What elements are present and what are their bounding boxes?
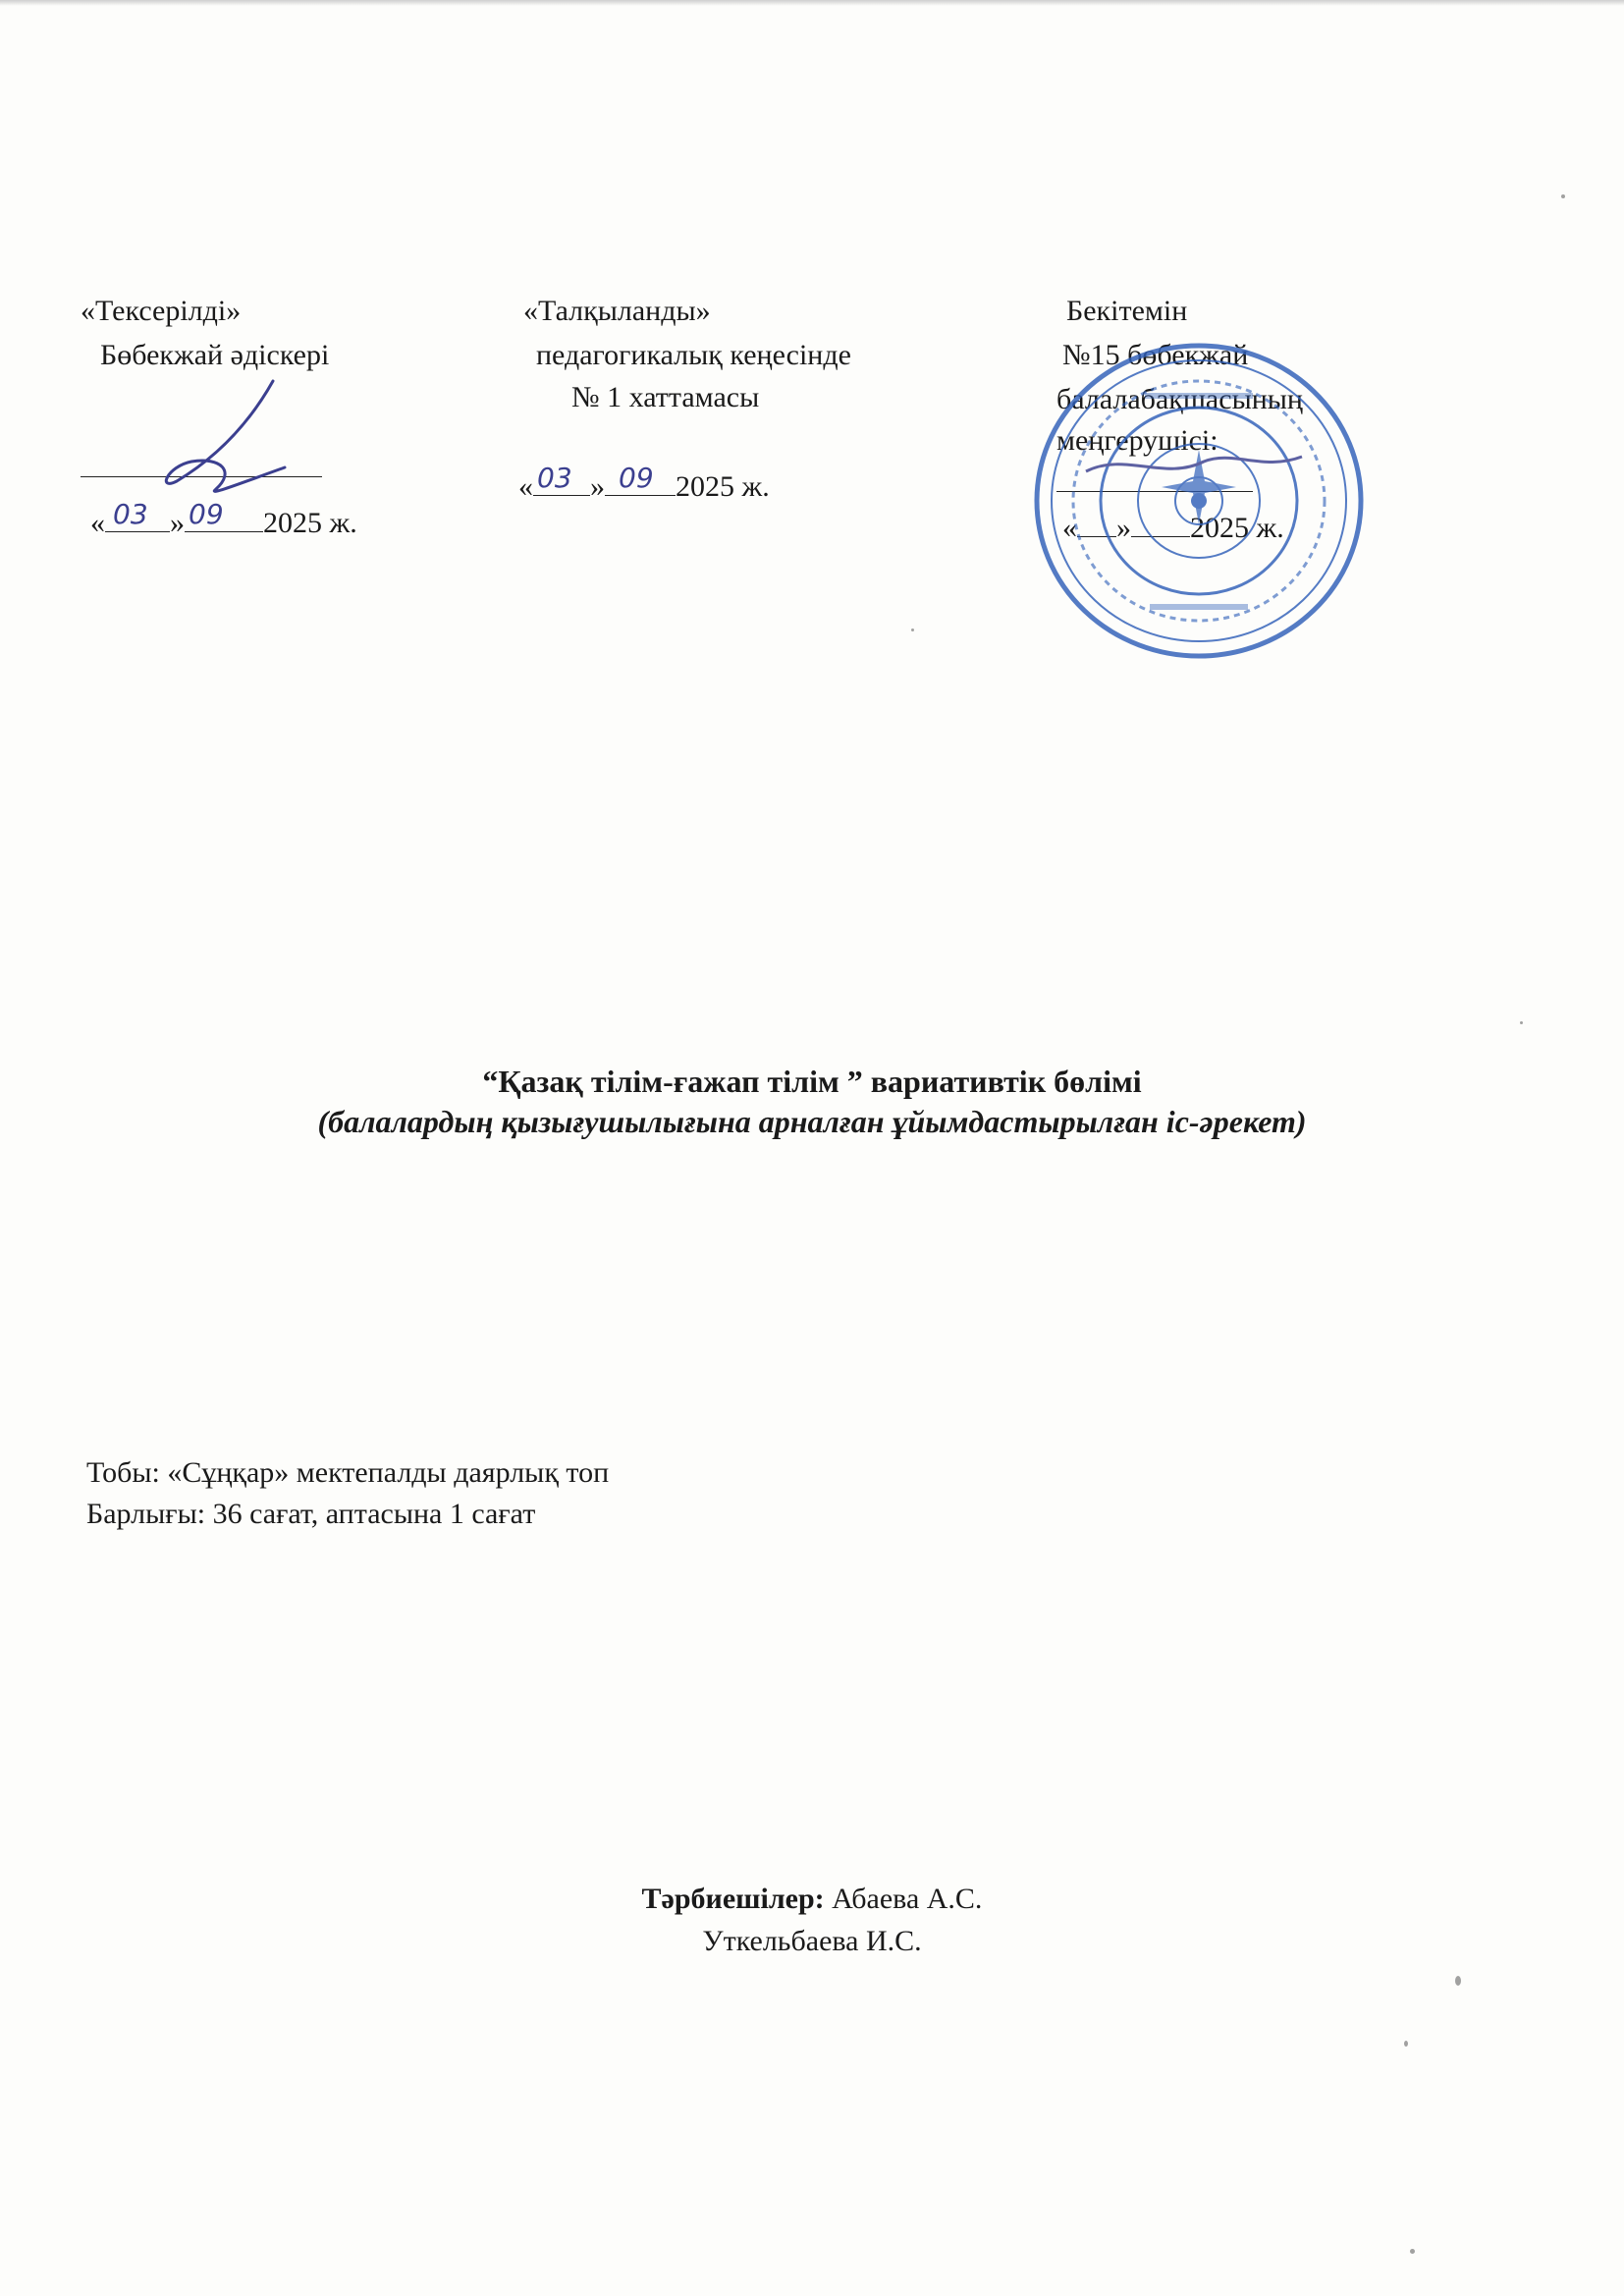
right-date-year: 2025 ж.	[1190, 512, 1284, 544]
center-heading: «Талқыланды»	[523, 295, 711, 327]
right-date-open: «	[1062, 512, 1077, 544]
left-date	[90, 498, 357, 540]
left-date-month: 09	[189, 498, 224, 530]
speck	[1520, 1021, 1523, 1024]
speck	[1410, 2249, 1415, 2254]
center-date-year: 2025 ж.	[676, 470, 770, 503]
left-date-open: «	[90, 507, 105, 539]
group-info: Тобы: «Сұңқар» мектепалды даярлық топ	[86, 1456, 610, 1489]
right-line3: меңгерушісі:	[1056, 424, 1218, 457]
left-signature	[147, 373, 295, 501]
right-date-mid: »	[1116, 512, 1131, 544]
center-date-day: 03	[537, 462, 572, 494]
center-line1: педагогикалық кеңесінде	[536, 339, 851, 371]
official-stamp-seal	[1027, 334, 1371, 668]
speck	[1455, 1976, 1461, 1986]
center-line2: № 1 хаттамасы	[571, 381, 760, 413]
speck	[1404, 2041, 1408, 2047]
teacher-name-1: Абаева А.С.	[824, 1883, 983, 1915]
left-date-mid: »	[170, 507, 185, 539]
center-date-month-blank	[605, 462, 676, 496]
speck	[1561, 194, 1565, 198]
hours-info: Барлығы: 36 сағат, аптасына 1 сағат	[86, 1498, 536, 1530]
teachers-label: Тәрбиешілер:	[641, 1883, 825, 1915]
document-title: “Қазақ тілім-ғажап тілім ” вариативтік бөлімі	[482, 1064, 1142, 1099]
center-date-open: «	[518, 470, 533, 503]
left-role: Бөбекжай әдіскері	[100, 339, 330, 371]
left-date-year: 2025 ж.	[263, 507, 357, 539]
teachers-line1	[0, 1881, 1624, 1918]
document-subtitle: (балалардың қызығушылығына арналған ұйымдастырылған іс-әрекет)	[317, 1104, 1307, 1139]
center-date	[518, 462, 770, 504]
right-line2: балалабақшасының	[1056, 383, 1303, 415]
center-date-mid: »	[590, 470, 605, 503]
speck	[911, 629, 914, 631]
left-date-day: 03	[113, 498, 148, 530]
center-date-day-blank	[533, 462, 590, 496]
teachers-line2	[0, 1923, 1624, 1960]
teacher-name-2: Уткельбаева И.С.	[702, 1925, 922, 1957]
right-heading: Бекітемін	[1066, 295, 1188, 327]
right-line1: №15 бөбекжай	[1062, 339, 1249, 371]
scan-edge	[0, 0, 1624, 6]
left-heading: «Тексерілді»	[81, 295, 242, 327]
left-date-month-blank	[185, 498, 263, 532]
left-date-day-blank	[105, 498, 170, 532]
center-date-month: 09	[619, 462, 654, 494]
